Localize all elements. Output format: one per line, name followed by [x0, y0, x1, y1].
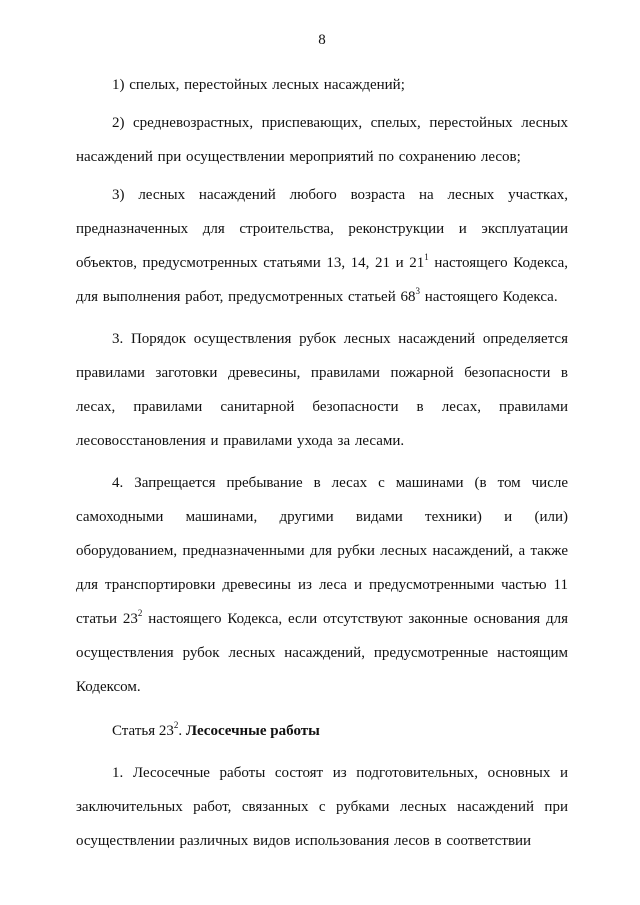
article-separator: . [178, 723, 186, 739]
article-clause-1 [76, 756, 568, 858]
paragraph-text: 3. Порядок осуществления рубок лесных насаждений определяется правилами заготовки древесины, правилами пожарной безопасности в лесах, правилами санитарной безопасности в лесах, правилами лесовосстановления и правилами ухода за лесами. [76, 331, 568, 449]
article-label: Статья 23 [112, 723, 174, 739]
superscript: 1 [424, 252, 429, 262]
clause-3 [76, 322, 568, 458]
article-title: Лесосечные работы [185, 723, 320, 739]
paragraph-text: 1. Лесосечные работы состоят из подготовительных, основных и заключительных работ, связанных с рубками лесных насаждений при осуществлении различных видов использования лесов в соответствии [76, 765, 568, 849]
paragraph-text: настоящего Кодекса, если отсутствуют законные основания для осуществления рубок лесных насаждений, предусмотренные настоящим Кодексом. [76, 611, 569, 695]
clause-4 [76, 466, 568, 704]
paragraph-text: 2) средневозрастных, приспевающих, спелых, перестойных лесных насаждений при осуществлении мероприятий по сохранению лесов; [76, 115, 568, 165]
paragraph-text: 1) спелых, перестойных лесных насаждений; [112, 77, 405, 93]
paragraph-text: 3) лесных насаждений любого возраста на лесных участках, предназначенных для строительства, реконструкции и эксплуатации объектов, предусмотренных статьями 13, 14, 21 и 21 [76, 187, 568, 271]
paragraph-text: настоящего Кодекса, для выполнения работ, предусмотренных статьей 68 [76, 255, 568, 305]
superscript: 3 [415, 286, 420, 296]
list-item-3 [76, 178, 568, 314]
article-heading [76, 714, 568, 748]
list-item-1 [76, 68, 568, 102]
list-item-2 [76, 106, 568, 174]
paragraph-text: настоящего Кодекса. [420, 289, 558, 305]
superscript: 2 [173, 720, 179, 730]
page-number: 8 [318, 32, 326, 48]
paragraph-text: 4. Запрещается пребывание в лесах с машинами (в том числе самоходными машинами, другими видами техники) и (или) оборудованием, предназначенными для рубки лесных насаждений, а также для транспортировки древесины из леса и предусмотренными частью 11 статьи 23 [76, 475, 568, 627]
superscript: 2 [137, 608, 143, 618]
